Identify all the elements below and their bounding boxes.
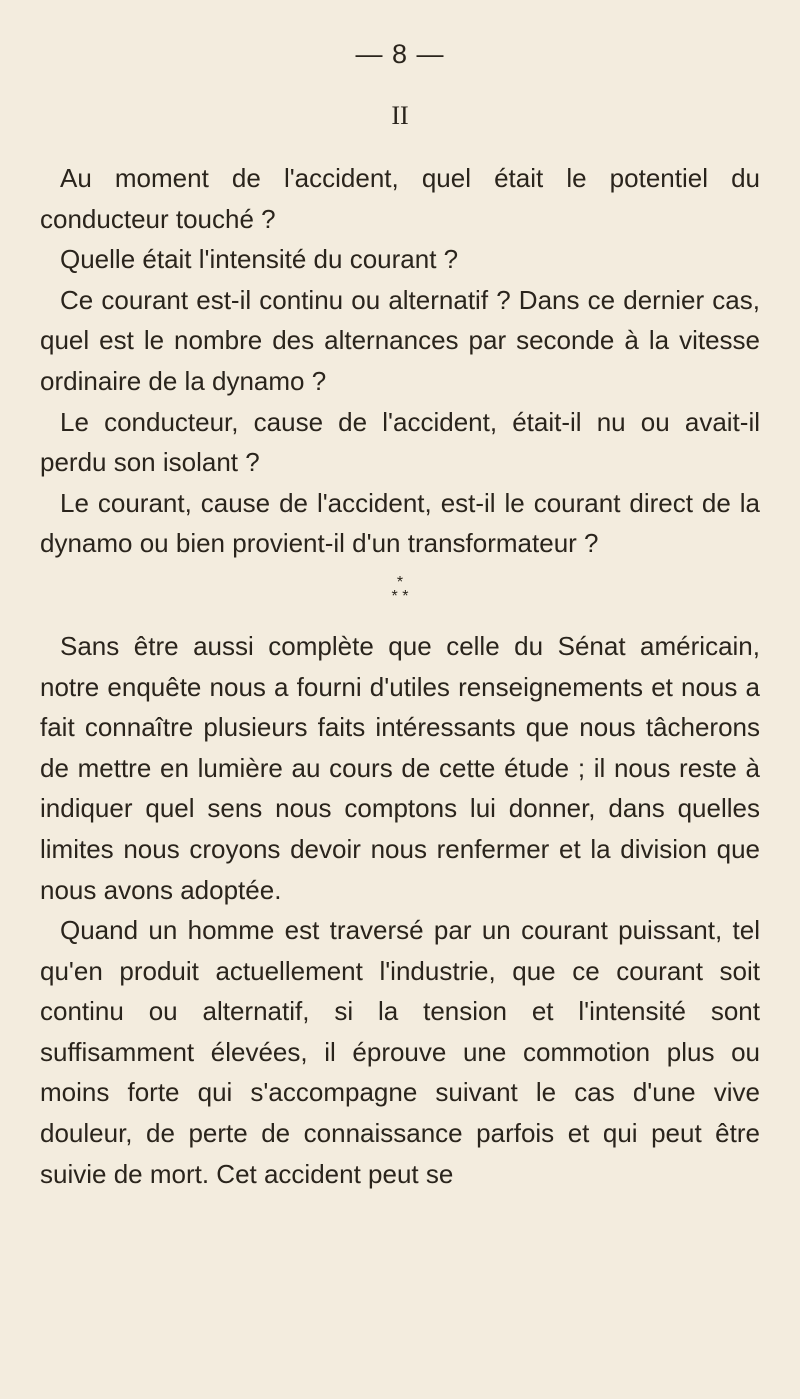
body-text — [40, 626, 760, 1194]
body-paragraph: Sans être aussi complète que celle du Sénat américain, notre enquête nous a fourni d'utiles renseignements et nous a fait connaître plusieurs faits intéressants que nous tâcherons de mettre en lumière au cours de cette étude ; il nous reste à indiquer quel sens nous comptons lui donner, dans quelles limites nous croyons devoir nous renfermer et la division que nous avons adoptée. — [40, 630, 760, 905]
question-paragraph: Quelle était l'intensité du courant ? — [60, 244, 459, 275]
asterism-separator — [40, 573, 760, 610]
asterism-bottom: * * — [391, 587, 409, 605]
question-paragraph: Le courant, cause de l'accident, est-il le courant direct de la dynamo ou bien provient-il d'un transformateur ? — [40, 487, 760, 559]
asterism-top: * — [396, 573, 404, 591]
question-paragraph: Ce courant est-il continu ou alternatif ? Dans ce dernier cas, quel est le nombre des alternances par seconde à la vitesse ordinaire de la dynamo ? — [40, 284, 760, 396]
question-paragraph: Le conducteur, cause de l'accident, était-il nu ou avait-il perdu son isolant ? — [40, 406, 760, 478]
section-heading: II — [391, 101, 409, 130]
question-paragraph: Au moment de l'accident, quel était le potentiel du conducteur touché ? — [40, 163, 760, 234]
questions-block — [40, 158, 760, 564]
page-number: — 8 — — [355, 39, 445, 69]
body-paragraph: Quand un homme est traversé par un courant puissant, tel qu'en produit actuellement l'industrie, que ce courant soit continu ou alternatif, si la tension et l'intensité sont suffisamment élevées, il éprouve une commotion plus ou moins forte qui s'accompagne suivant le cas d'une vive douleur, de perte de connaissance parfois et qui peut être suivie de mort. Cet accident peut se — [40, 915, 760, 1189]
